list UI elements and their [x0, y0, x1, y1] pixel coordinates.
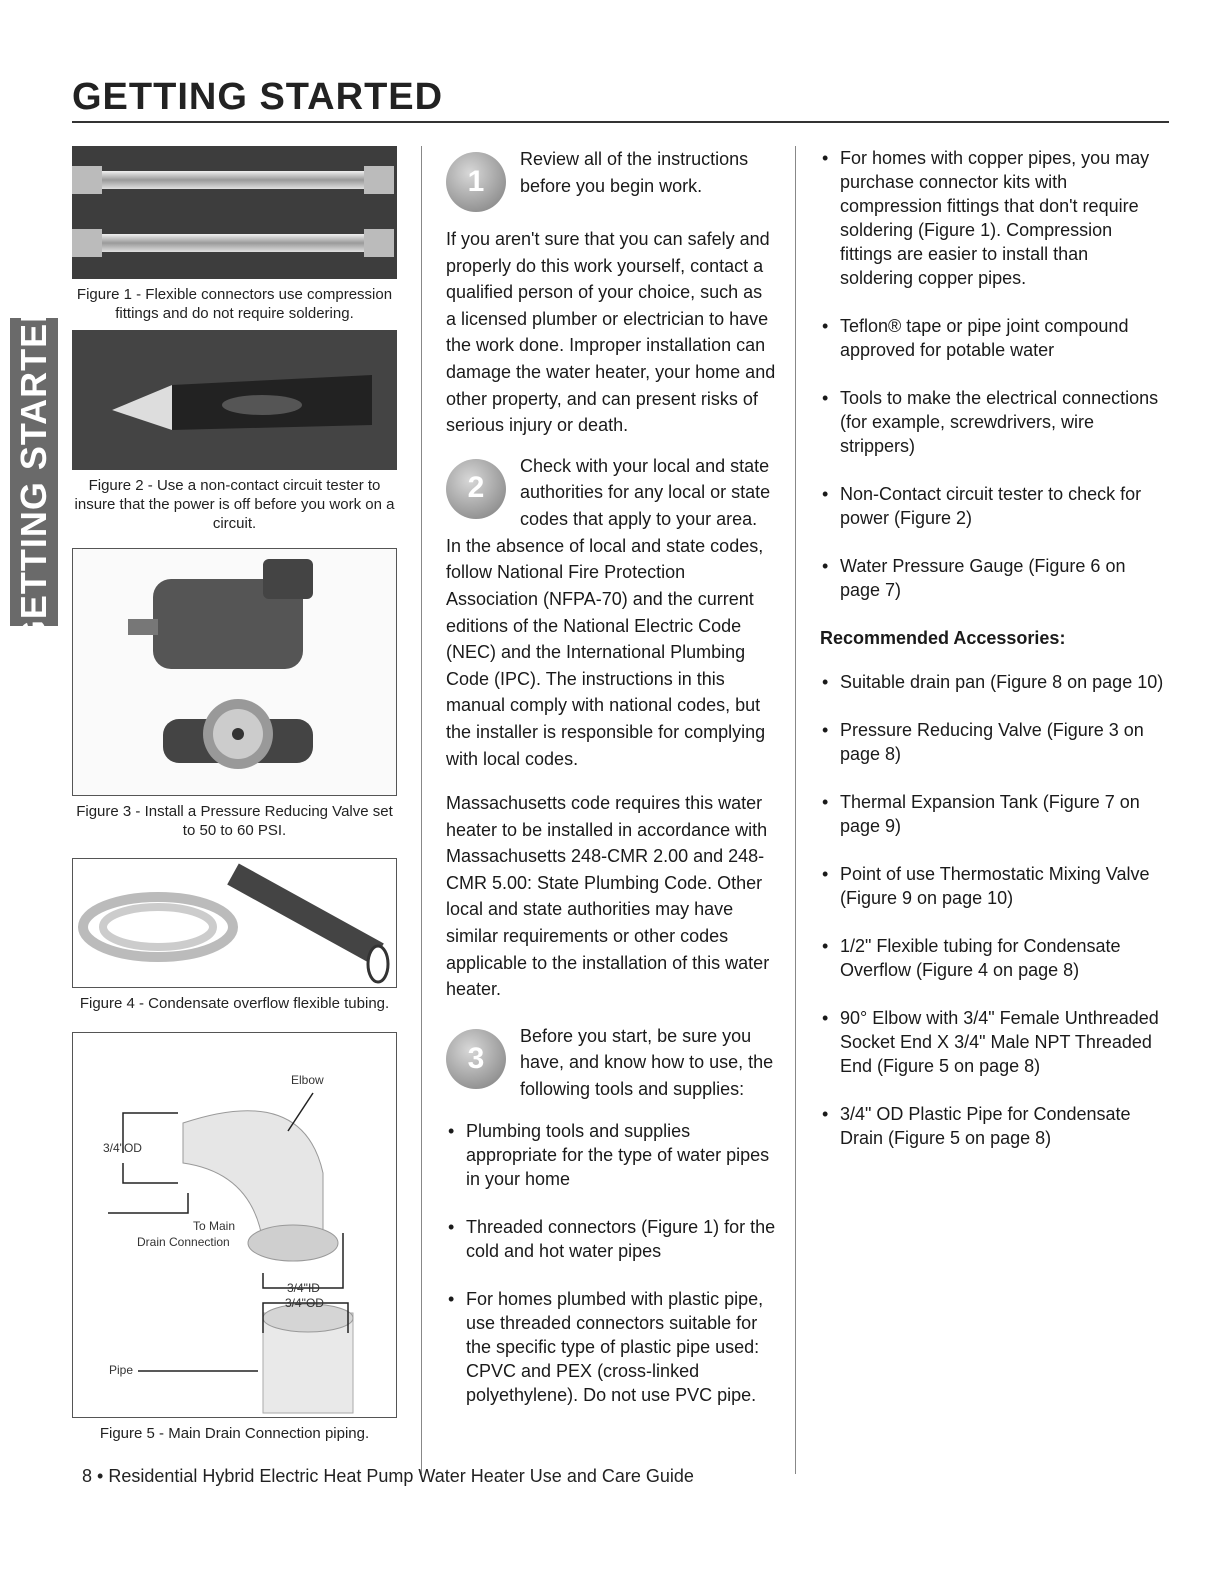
list-item: • Water Pressure Gauge (Figure 6 on page 7) [820, 554, 1165, 602]
list-item: • Teflon® tape or pipe joint compound approved for potable water [820, 314, 1165, 362]
accessories-heading: Recommended Accessories: [820, 628, 1066, 648]
elbow-label: Elbow [291, 1073, 324, 1087]
page-title: GETTING STARTED [72, 76, 444, 118]
list-item: • 3/4" OD Plastic Pipe for Condensate Drain (Figure 5 on page 8) [820, 1102, 1165, 1150]
figure-5 [72, 1032, 397, 1443]
step-1-badge: 1 [446, 152, 506, 212]
figure-1-image [72, 146, 397, 279]
circuit-tester-illustration [72, 330, 397, 470]
figure-2-caption: Figure 2 - Use a non-contact circuit tester to insure that the power is off before you work on a circuit. [74, 477, 395, 532]
od-label: 3/4"OD [103, 1141, 142, 1155]
column-divider [421, 146, 422, 1474]
figure-4-caption: Figure 4 - Condensate overflow flexible tubing. [79, 995, 390, 1012]
id-inner-label: 3/4"ID [287, 1281, 320, 1295]
list-item: • Non-Contact circuit tester to check for power (Figure 2) [820, 482, 1165, 530]
figure-1-caption: Figure 1 - Flexible connectors use compression fittings and do not require soldering. [76, 286, 393, 322]
step-1-lead: Review all of the instructions before you begin work. [520, 149, 749, 196]
figure-3-caption: Figure 3 - Install a Pressure Reducing Valve set to 50 to 60 PSI. [76, 803, 393, 839]
step-2 [446, 453, 776, 533]
instructions-column [446, 146, 776, 1431]
step-2-badge: 2 [446, 459, 506, 519]
side-tab-label: GETTING STARTED [13, 295, 55, 649]
step-2-text-2: Massachusetts code requires this water heater to be installed in accordance with Massachusetts 248-CMR 2.00 and 248-CMR 5.00: State Plumbing Code. Other local and state authorities may have similar requirements or other codes applicable to the installation of this water heater. [446, 793, 770, 1000]
list-item: • Tools to make the electrical connections (for example, screwdrivers, wire strippers) [820, 386, 1165, 458]
flexible-tubing-illustration [73, 859, 396, 987]
step-1 [446, 146, 776, 226]
figure-5-caption: Figure 5 - Main Drain Connection piping. [99, 1425, 370, 1442]
list-item: • Suitable drain pan (Figure 8 on page 10) [820, 670, 1165, 694]
list-item: • Thermal Expansion Tank (Figure 7 on page 9) [820, 790, 1165, 838]
step-3-badge: 3 [446, 1029, 506, 1089]
column-divider [795, 146, 796, 1474]
step-2-text: In the absence of local and state codes, follow National Fire Protection Association (NFPA-70) and the current editions of the National Electric Code (NEC) and the International Plumbing Code (IPC). The instructions in this manual comply with national codes, but the installer is responsible for complying with local codes. [446, 535, 766, 769]
figure-2-image [72, 330, 397, 470]
page-footer: 8 • Residential Hybrid Electric Heat Pump Water Heater Use and Care Guide [82, 1466, 694, 1486]
tools-list-part-2 [820, 146, 1165, 602]
figure-2 [72, 330, 397, 533]
side-tab [10, 295, 58, 649]
tools-list-part-1 [446, 1119, 776, 1407]
step-3-lead: Before you start, be sure you have, and know how to use, the following tools and supplies: [520, 1025, 774, 1100]
list-item: • Threaded connectors (Figure 1) for the cold and hot water pipes [446, 1215, 776, 1263]
pressure-reducing-valve-illustration [73, 549, 396, 795]
list-item: • Pressure Reducing Valve (Figure 3 on page 8) [820, 718, 1165, 766]
figure-4 [72, 858, 397, 1013]
accessories-list [820, 670, 1165, 1150]
drain-connection-label: Drain Connection [137, 1235, 230, 1249]
list-item: • For homes plumbed with plastic pipe, use threaded connectors suitable for the specific type of plastic pipe used: CPVC and PEX (cross-linked polyethylene). Do not use PVC pipe. [446, 1287, 776, 1407]
flexible-connectors-illustration [72, 146, 397, 279]
figure-5-image [72, 1032, 397, 1418]
step-2-lead: Check with your local and state authorities for any local or state codes that apply to your area. [520, 455, 771, 529]
figure-3-image [72, 548, 397, 796]
list-item: • 1/2" Flexible tubing for Condensate Overflow (Figure 4 on page 8) [820, 934, 1165, 982]
figure-1 [72, 146, 397, 323]
list-item: • Plumbing tools and supplies appropriate for the type of water pipes in your home [446, 1119, 776, 1191]
tools-column [820, 146, 1165, 1174]
pipe-label: Pipe [109, 1363, 134, 1377]
list-item: • 90° Elbow with 3/4" Female Unthreaded Socket End X 3/4" Male NPT Threaded End (Figure 5 on page 8) [820, 1006, 1165, 1078]
step-3 [446, 1023, 776, 1103]
list-item: • Point of use Thermostatic Mixing Valve (Figure 9 on page 10) [820, 862, 1165, 910]
to-main-label: To Main [193, 1219, 236, 1233]
list-item: • For homes with copper pipes, you may purchase connector kits with compression fittings that don't require soldering (Figure 1). Compression fittings are easier to install than soldering copper pipes. [820, 146, 1165, 290]
step-1-text: If you aren't sure that you can safely and properly do this work yourself, contact a qualified person of your choice, such as a licensed plumber or electrician to have the work done. Improper installation can damage the water heater, your home and other property, and can present risks of serious injury or death. [446, 229, 776, 436]
figure-3 [72, 548, 397, 840]
title-rule [72, 121, 1169, 123]
od-inner-label: 3/4"OD [285, 1296, 324, 1310]
figure-4-image [72, 858, 397, 988]
